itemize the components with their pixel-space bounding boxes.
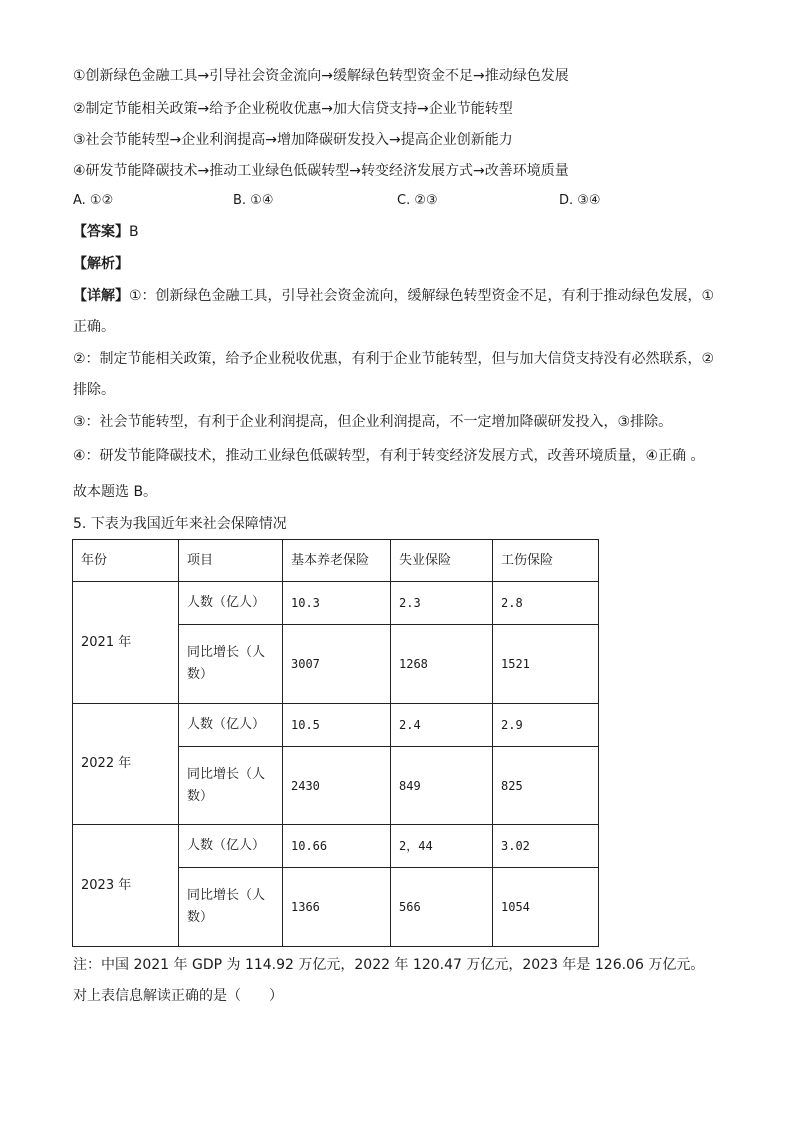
- statement-1: ①创新绿色金融工具→引导社会资金流向→缓解绿色转型资金不足→推动绿色发展: [73, 68, 569, 84]
- header-injury: 工伤保险: [493, 540, 599, 582]
- cell-value: 849: [391, 747, 493, 825]
- detail-p4: ④：研发节能降碳技术，推动工业绿色低碳转型，有利于转变经济发展方式，改善环境质量，④正确 。: [73, 448, 705, 464]
- item-growth-line1: 同比增长（人: [187, 645, 266, 660]
- detail-line-1: [73, 287, 714, 305]
- item-growth: [179, 625, 283, 704]
- detail-p3: ③：社会节能转型，有利于企业利润提高，但企业利润提高，不一定增加降碳研发投入，③排除。: [73, 414, 673, 430]
- answer-line: [73, 223, 139, 241]
- table-row: [73, 825, 599, 868]
- item-growth-line1: 同比增长（人: [187, 766, 266, 782]
- cell-value: 1521: [493, 625, 599, 704]
- statement-2: ②制定节能相关政策→给予企业税收优惠→加大信贷支持→企业节能转型: [73, 101, 513, 117]
- cell-value: 1366: [283, 868, 391, 947]
- option-b: B. ①④: [233, 193, 274, 208]
- header-year: 年份: [73, 540, 179, 582]
- cell-value: 1268: [391, 625, 493, 704]
- year-2022: 2022 年: [73, 704, 179, 825]
- answer-label: 【答案】: [73, 224, 129, 240]
- cell-value: 2，44: [391, 825, 493, 868]
- item-growth: [179, 747, 283, 825]
- table-header-row: [73, 540, 599, 582]
- year-2021: 2021 年: [73, 582, 179, 704]
- item-people: 人数（亿人）: [179, 582, 283, 625]
- table-note: 注：中国 2021 年 GDP 为 114.92 万亿元，2022 年 120.47 万亿元，2023 年是 126.06 万亿元。: [73, 957, 705, 973]
- cell-value: 2.3: [391, 582, 493, 625]
- item-growth-line2: 数）: [187, 788, 214, 804]
- answer-options: [73, 192, 713, 210]
- detail-p1-line2: 正确。: [73, 319, 115, 335]
- cell-value: 566: [391, 868, 493, 947]
- statement-3: ③社会节能转型→企业利润提高→增加降碳研发投入→提高企业创新能力: [73, 132, 513, 148]
- item-growth-line1: 同比增长（人: [187, 888, 266, 903]
- cell-value: 2.8: [493, 582, 599, 625]
- cell-value: 825: [493, 747, 599, 825]
- cell-value: 2.9: [493, 704, 599, 747]
- year-2023: 2023 年: [73, 825, 179, 947]
- cell-value: 3007: [283, 625, 391, 704]
- cell-value: 2.4: [391, 704, 493, 747]
- item-growth-line2: 数）: [187, 910, 214, 925]
- cell-value: 10.66: [283, 825, 391, 868]
- detail-p2-line1: ②：制定节能相关政策，给予企业税收优惠，有利于企业节能转型，但与加大信贷支持没有必然联系，②: [73, 351, 715, 367]
- cell-value: 1054: [493, 868, 599, 947]
- header-unemployment: 失业保险: [391, 540, 493, 582]
- item-people: 人数（亿人）: [179, 825, 283, 868]
- cell-value: 10.5: [283, 704, 391, 747]
- item-growth: [179, 868, 283, 947]
- question-5-title: 5. 下表为我国近年来社会保障情况: [73, 516, 287, 532]
- detail-conclusion: 故本题选 B。: [73, 484, 158, 500]
- question-5-prompt: 对上表信息解读正确的是（ ）: [73, 988, 283, 1004]
- option-a: A. ①②: [73, 193, 114, 208]
- header-item: 项目: [179, 540, 283, 582]
- item-people: 人数（亿人）: [179, 704, 283, 747]
- table-row: [73, 582, 599, 625]
- answer-value: B: [129, 224, 139, 240]
- table-row: [73, 704, 599, 747]
- detail-p1-line1: ①：创新绿色金融工具，引导社会资金流向，缓解绿色转型资金不足，有利于推动绿色发展，①: [129, 288, 715, 304]
- statement-4: ④研发节能降碳技术→推动工业绿色低碳转型→转变经济发展方式→改善环境质量: [73, 163, 569, 179]
- social-security-table: [72, 539, 599, 947]
- item-growth-line2: 数）: [187, 667, 214, 682]
- detail-p2-line2: 排除。: [73, 382, 115, 398]
- cell-value: 3.02: [493, 825, 599, 868]
- cell-value: 10.3: [283, 582, 391, 625]
- detail-label: 【详解】: [73, 288, 129, 304]
- option-d: D. ③④: [559, 193, 601, 208]
- cell-value: 2430: [283, 747, 391, 825]
- analysis-label: 【解析】: [73, 256, 129, 272]
- header-pension: 基本养老保险: [283, 540, 391, 582]
- option-c: C. ②③: [397, 193, 438, 208]
